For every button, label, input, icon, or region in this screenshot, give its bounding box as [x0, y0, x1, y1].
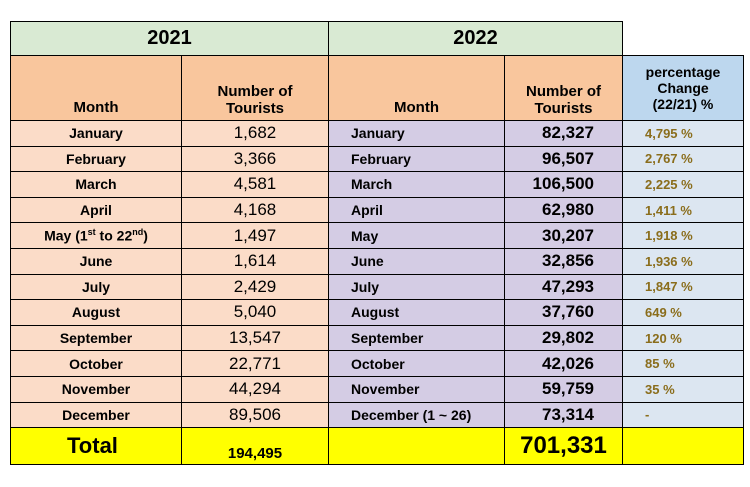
- table-row: [11, 121, 744, 147]
- month-2021-cell: April: [11, 197, 182, 223]
- col-tourists-2022-line1: Number of: [526, 83, 601, 100]
- tourists-2022-cell: 59,759: [505, 376, 623, 402]
- table-row: [11, 325, 744, 351]
- month-2021-cell: September: [11, 325, 182, 351]
- tourists-2022-cell: 32,856: [505, 248, 623, 274]
- month-2022-cell: June: [329, 248, 505, 274]
- total-row: [11, 428, 744, 465]
- tourists-2022-cell: 62,980: [505, 197, 623, 223]
- col-month-2022: Month: [329, 56, 505, 121]
- month-2022-cell: December (1 ~ 26): [329, 402, 505, 428]
- col-pct-line1: percentage: [645, 64, 721, 80]
- year-header-2022: 2022: [329, 22, 623, 56]
- table-row: [11, 274, 744, 300]
- may-label-part: May (1: [44, 228, 88, 244]
- tourists-2022-cell: 42,026: [505, 351, 623, 377]
- pct-change-cell: 35 %: [623, 376, 744, 402]
- tourists-2021-cell: 1,614: [182, 248, 329, 274]
- tourists-2021-cell: 22,771: [182, 351, 329, 377]
- pct-change-cell: 1,918 %: [623, 223, 744, 249]
- tourists-2022-cell: 47,293: [505, 274, 623, 300]
- tourists-2021-cell: 13,547: [182, 325, 329, 351]
- tourists-2021-cell: 1,497: [182, 223, 329, 249]
- may-label-part: to 22: [95, 228, 133, 244]
- col-tourists-2021: [182, 56, 329, 121]
- pct-change-cell: -: [623, 402, 744, 428]
- month-2021-cell: [11, 223, 182, 249]
- col-tourists-2022-line2: Tourists: [534, 100, 593, 117]
- month-2021-cell: March: [11, 172, 182, 198]
- tourists-2022-cell: 106,500: [505, 172, 623, 198]
- tourists-2022-cell: 82,327: [505, 121, 623, 147]
- col-pct-line2: Change: [657, 80, 709, 96]
- table-row: [11, 223, 744, 249]
- tourists-2021-cell: 5,040: [182, 300, 329, 326]
- ordinal-suffix: st: [87, 227, 96, 238]
- table-body: [11, 121, 744, 428]
- table-row: [11, 402, 744, 428]
- month-2022-cell: September: [329, 325, 505, 351]
- pct-change-cell: 1,936 %: [623, 248, 744, 274]
- month-2021-cell: October: [11, 351, 182, 377]
- table-row: [11, 351, 744, 377]
- col-tourists-2022: [505, 56, 623, 121]
- pct-change-cell: 649 %: [623, 300, 744, 326]
- month-2022-cell: January: [329, 121, 505, 147]
- tourists-2021-cell: 4,168: [182, 197, 329, 223]
- pct-change-cell: 85 %: [623, 351, 744, 377]
- month-2022-cell: November: [329, 376, 505, 402]
- total-blank-2022-month: [329, 428, 505, 465]
- col-tourists-2021-line2: Tourists: [225, 100, 285, 117]
- total-2021: 194,495: [182, 428, 329, 465]
- tourists-2022-cell: 96,507: [505, 146, 623, 172]
- pct-change-cell: 1,847 %: [623, 274, 744, 300]
- total-label: Total: [11, 428, 182, 465]
- year-header-2021: 2021: [11, 22, 329, 56]
- tourists-2022-cell: 30,207: [505, 223, 623, 249]
- table-row: [11, 376, 744, 402]
- total-blank-pct: [623, 428, 744, 465]
- month-2021-cell: July: [11, 274, 182, 300]
- tourists-2021-cell: 4,581: [182, 172, 329, 198]
- month-2022-cell: April: [329, 197, 505, 223]
- month-2021-cell: June: [11, 248, 182, 274]
- month-2022-cell: May: [329, 223, 505, 249]
- month-2022-cell: February: [329, 146, 505, 172]
- tourists-2022-cell: 29,802: [505, 325, 623, 351]
- month-2022-cell: October: [329, 351, 505, 377]
- col-tourists-2021-line1: Number of: [217, 83, 293, 100]
- ordinal-suffix: nd: [132, 227, 144, 238]
- month-2022-cell: July: [329, 274, 505, 300]
- table-row: [11, 300, 744, 326]
- pct-change-cell: 1,411 %: [623, 197, 744, 223]
- col-pct-line3: (22/21) %: [652, 96, 714, 112]
- pct-change-cell: 4,795 %: [623, 121, 744, 147]
- tourists-2022-cell: 37,760: [505, 300, 623, 326]
- tourists-2022-cell: 73,314: [505, 402, 623, 428]
- month-2022-cell: March: [329, 172, 505, 198]
- total-2022: 701,331: [505, 428, 623, 465]
- pct-change-cell: 2,225 %: [623, 172, 744, 198]
- month-2021-cell: November: [11, 376, 182, 402]
- tourists-2021-cell: 44,294: [182, 376, 329, 402]
- tourist-table: [10, 21, 744, 465]
- tourists-2021-cell: 2,429: [182, 274, 329, 300]
- month-2021-cell: December: [11, 402, 182, 428]
- month-2021-cell: January: [11, 121, 182, 147]
- month-2021-cell: August: [11, 300, 182, 326]
- may-label-part: ): [143, 228, 148, 244]
- col-pct-change: [623, 56, 744, 121]
- blank-cell: [623, 22, 744, 56]
- table-row: [11, 248, 744, 274]
- month-2021-cell: February: [11, 146, 182, 172]
- month-2022-cell: August: [329, 300, 505, 326]
- tourists-2021-cell: 3,366: [182, 146, 329, 172]
- table-row: [11, 172, 744, 198]
- table-row: [11, 197, 744, 223]
- table-row: [11, 146, 744, 172]
- tourists-2021-cell: 1,682: [182, 121, 329, 147]
- col-month-2021: Month: [11, 56, 182, 121]
- tourists-2021-cell: 89,506: [182, 402, 329, 428]
- pct-change-cell: 2,767 %: [623, 146, 744, 172]
- pct-change-cell: 120 %: [623, 325, 744, 351]
